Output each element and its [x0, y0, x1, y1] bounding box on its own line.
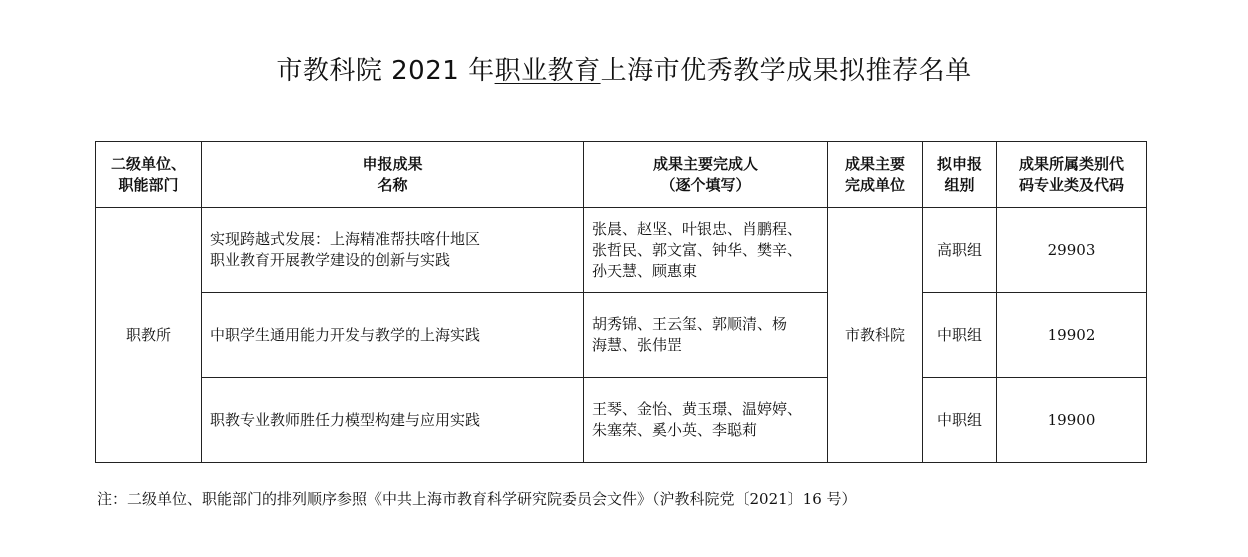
title-part-2-underlined: 职业教育 — [494, 56, 601, 86]
header-unit-line-2: 完成单位 — [844, 175, 905, 194]
main-contributors — [584, 208, 828, 293]
header-people-line-2: （逐个填写） — [660, 175, 751, 194]
header-group-line-2: 组别 — [944, 175, 975, 194]
contributors-line: 张晨、赵坚、叶银忠、肖鹏程、 — [592, 219, 803, 238]
group-cell: 中职组 — [923, 378, 997, 463]
category-code-cell: 19902 — [997, 293, 1147, 378]
header-name-line-1: 申报成果 — [362, 154, 423, 173]
group-cell: 高职组 — [923, 208, 997, 293]
category-code-cell: 19900 — [997, 378, 1147, 463]
table-row — [96, 378, 1147, 463]
achievement-name — [202, 208, 584, 293]
table-header-row — [96, 142, 1147, 208]
header-code — [997, 142, 1147, 208]
group-cell: 中职组 — [923, 293, 997, 378]
header-dept — [96, 142, 202, 208]
main-contributors — [584, 378, 828, 463]
unit-cell: 市教科院 — [828, 208, 923, 463]
header-people-line-1: 成果主要完成人 — [652, 154, 758, 173]
achievement-name-line: 中职学生通用能力开发与教学的上海实践 — [210, 325, 481, 344]
main-contributors — [584, 293, 828, 378]
header-group — [923, 142, 997, 208]
contributors-line: 孙天慧、顾惠東 — [592, 261, 698, 280]
dept-cell: 职教所 — [96, 208, 202, 463]
header-name-line-2: 名称 — [377, 175, 408, 194]
achievement-name-line: 职教专业教师胜任力模型构建与应用实践 — [210, 410, 481, 429]
header-code-line-1: 成果所属类别代 — [1018, 154, 1124, 173]
header-unit-line-1: 成果主要 — [844, 154, 905, 173]
achievement-name — [202, 378, 584, 463]
header-unit — [828, 142, 923, 208]
contributors-line: 海慧、张伟罡 — [592, 336, 683, 354]
contributors-line: 张哲民、郭文富、钟华、樊辛、 — [592, 240, 803, 259]
footnote: 注：二级单位、职能部门的排列顺序参照《中共上海市教育科学研究院委员会文件》（沪教科院党〔2021〕16 号） — [97, 490, 857, 508]
header-group-line-1: 拟申报 — [936, 154, 982, 173]
title-part-3: 上海市优秀教学成果拟推荐名单 — [600, 56, 972, 86]
table-row — [96, 208, 1147, 293]
category-code-cell: 29903 — [997, 208, 1147, 293]
table-row — [96, 293, 1147, 378]
contributors-line: 朱塞荣、奚小英、李聪莉 — [592, 421, 758, 439]
achievement-name-line: 职业教育开展教学建设的创新与实践 — [210, 251, 451, 269]
recommendation-table — [95, 141, 1147, 463]
page-title — [0, 50, 1248, 87]
header-people — [584, 142, 828, 208]
header-code-line-2: 码专业类及代码 — [1018, 175, 1124, 194]
achievement-name-line: 实现跨越式发展：上海精准帮扶喀什地区 — [210, 230, 481, 248]
title-part-1: 市教科院 2021 年 — [276, 56, 495, 86]
achievement-name — [202, 293, 584, 378]
header-dept-line-1: 二级单位、 — [110, 154, 186, 173]
contributors-line: 胡秀锦、王云玺、郭顺清、杨 — [592, 315, 788, 333]
contributors-line: 王琴、金怡、黄玉璟、温婷婷、 — [592, 400, 803, 418]
header-name — [202, 142, 584, 208]
header-dept-line-2: 职能部门 — [118, 175, 179, 194]
